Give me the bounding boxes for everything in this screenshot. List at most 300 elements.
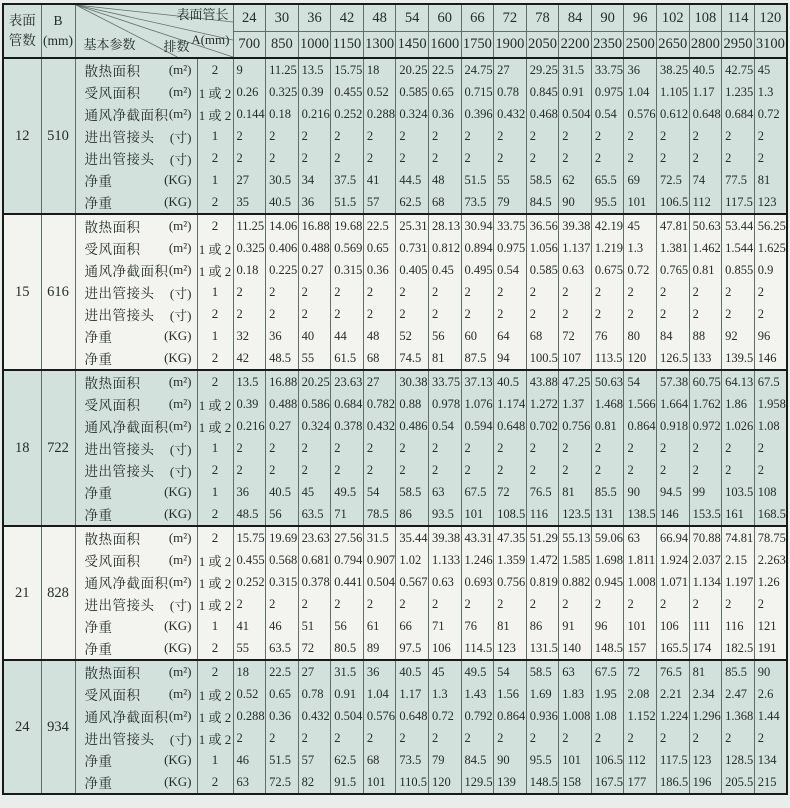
value-cell: 1.235 (722, 81, 755, 103)
param-cell (75, 393, 197, 415)
param-name-label: 通风净截面积 (84, 576, 169, 591)
value-cell: 0.648 (494, 415, 527, 437)
table-row (3, 549, 787, 571)
value-cell: 85.5 (591, 481, 624, 503)
value-cell: 63 (559, 660, 592, 683)
param-name-label: 受风面积 (84, 242, 141, 257)
param-cell (75, 459, 197, 481)
value-cell: 1.17 (396, 683, 429, 705)
param-wrap (85, 148, 192, 168)
value-cell: 2 (331, 125, 364, 147)
value-cell: 0.731 (396, 237, 429, 259)
value-cell: 86 (396, 503, 429, 526)
value-cell: 2 (624, 727, 657, 749)
value-cell: 0.72 (624, 259, 657, 281)
value-cell: 148.5 (591, 637, 624, 660)
value-cell: 0.315 (331, 259, 364, 281)
param-name-label: 进出管接头 (84, 286, 155, 301)
value-cell: 107 (559, 347, 592, 370)
value-cell: 0.918 (657, 415, 690, 437)
table-row (3, 125, 787, 147)
param-wrap (85, 616, 192, 636)
value-cell: 19.68 (331, 214, 364, 237)
value-cell: 45 (754, 58, 787, 81)
value-cell: 27 (233, 169, 266, 191)
value-cell: 0.702 (526, 415, 559, 437)
value-cell: 20.25 (396, 58, 429, 81)
param-cell (75, 571, 197, 593)
value-cell: 53.44 (722, 214, 755, 237)
rows-count-cell: 1 或 2 (197, 81, 233, 103)
table-header (3, 4, 787, 58)
value-cell: 1.44 (754, 705, 787, 727)
value-cell: 117.5 (657, 749, 690, 771)
value-cell: 2 (331, 303, 364, 325)
value-cell: 134 (754, 749, 787, 771)
value-cell: 84.5 (461, 749, 494, 771)
value-cell: 2 (266, 437, 299, 459)
value-cell: 20.25 (298, 370, 331, 393)
value-cell: 1.462 (689, 237, 722, 259)
value-cell: 2 (461, 281, 494, 303)
value-cell: 2 (657, 437, 690, 459)
param-unit-label: (寸) (169, 731, 192, 747)
value-cell: 2 (396, 147, 429, 169)
value-cell: 205.5 (722, 771, 755, 794)
value-cell: 71 (331, 503, 364, 526)
value-cell: 2 (331, 437, 364, 459)
tube-count-cell: 18 (3, 370, 41, 526)
value-cell: 31.5 (363, 526, 396, 549)
param-name-label: 进出管接头 (84, 152, 155, 167)
value-cell: 157 (624, 637, 657, 660)
param-wrap (85, 394, 192, 414)
value-cell: 106.5 (591, 749, 624, 771)
value-cell: 1.698 (591, 549, 624, 571)
table-row (3, 771, 787, 794)
value-cell: 2 (266, 303, 299, 325)
param-unit-label: (KG) (164, 774, 192, 789)
value-cell: 0.65 (363, 237, 396, 259)
tube-group-21 (3, 526, 787, 660)
value-cell: 2 (526, 125, 559, 147)
param-cell (75, 303, 197, 325)
value-cell: 1.272 (526, 393, 559, 415)
table-row (3, 615, 787, 637)
param-wrap (85, 260, 192, 280)
col-header-a-mm: 850 (266, 32, 299, 59)
param-unit-label: (寸) (169, 463, 192, 479)
table-row (3, 705, 787, 727)
value-cell: 2 (363, 281, 396, 303)
value-cell: 146 (657, 503, 690, 526)
value-cell: 61 (363, 615, 396, 637)
value-cell: 81 (559, 481, 592, 503)
value-cell: 2 (657, 727, 690, 749)
value-cell: 52 (396, 325, 429, 347)
param-unit-label: (KG) (164, 618, 192, 633)
param-name-label: 进出管接头 (84, 598, 155, 613)
value-cell: 2 (624, 593, 657, 615)
value-cell: 2 (363, 303, 396, 325)
value-cell: 2 (233, 125, 266, 147)
value-cell: 0.612 (657, 103, 690, 125)
value-cell: 0.54 (428, 415, 461, 437)
value-cell: 56 (331, 615, 364, 637)
value-cell: 51.5 (266, 749, 299, 771)
value-cell: 2 (591, 593, 624, 615)
table-row (3, 415, 787, 437)
value-cell: 30.38 (396, 370, 429, 393)
value-cell: 111 (689, 615, 722, 637)
value-cell: 22.5 (428, 58, 461, 81)
value-cell: 76 (461, 615, 494, 637)
table-row (3, 259, 787, 281)
param-unit-label: (m²) (168, 262, 192, 277)
param-cell (75, 526, 197, 549)
value-cell: 40.5 (396, 660, 429, 683)
value-cell: 126.5 (657, 347, 690, 370)
value-cell: 48.5 (233, 503, 266, 526)
value-cell: 1.08 (754, 415, 787, 437)
value-cell: 40.5 (266, 191, 299, 214)
value-cell: 36.56 (526, 214, 559, 237)
value-cell: 76.5 (526, 481, 559, 503)
value-cell: 81 (428, 347, 461, 370)
value-cell: 120 (428, 771, 461, 794)
col-header-a-mm: 2650 (657, 32, 690, 59)
param-unit-label: (m²) (168, 84, 192, 99)
value-cell: 0.81 (689, 259, 722, 281)
value-cell: 2 (298, 459, 331, 481)
param-wrap (85, 594, 192, 614)
param-name-label: 散热面积 (84, 666, 141, 681)
value-cell: 91.5 (331, 771, 364, 794)
value-cell: 0.794 (331, 549, 364, 571)
param-wrap (85, 82, 192, 102)
value-cell: 0.864 (624, 415, 657, 437)
value-cell: 39.38 (428, 526, 461, 549)
value-cell: 2.21 (657, 683, 690, 705)
value-cell: 56 (266, 503, 299, 526)
value-cell: 2 (559, 459, 592, 481)
value-cell: 61.5 (331, 347, 364, 370)
value-cell: 95.5 (526, 749, 559, 771)
header-b-dimension (41, 4, 75, 58)
value-cell: 0.225 (266, 259, 299, 281)
value-cell: 2 (559, 125, 592, 147)
param-cell (75, 549, 197, 571)
param-cell (75, 58, 197, 81)
tube-group-24 (3, 660, 787, 794)
value-cell: 19.69 (266, 526, 299, 549)
col-header-tube-length: 114 (722, 4, 755, 32)
rows-count-cell: 2 (197, 459, 233, 481)
value-cell: 70.88 (689, 526, 722, 549)
param-wrap (85, 438, 192, 458)
value-cell: 2 (559, 593, 592, 615)
value-cell: 1.69 (526, 683, 559, 705)
col-header-a-mm: 2050 (526, 32, 559, 59)
value-cell: 78.75 (754, 526, 787, 549)
value-cell: 2 (754, 303, 787, 325)
value-cell: 2 (363, 437, 396, 459)
header-tube-length-label: 表面管长 (176, 7, 229, 22)
rows-count-cell: 2 (197, 771, 233, 794)
value-cell: 101 (624, 191, 657, 214)
value-cell: 2 (298, 593, 331, 615)
value-cell: 45 (624, 214, 657, 237)
value-cell: 1.133 (428, 549, 461, 571)
param-name-label: 散热面积 (84, 532, 141, 547)
table-row (3, 347, 787, 370)
value-cell: 40.5 (494, 370, 527, 393)
param-cell (75, 214, 197, 237)
value-cell: 0.455 (233, 549, 266, 571)
value-cell: 0.91 (331, 683, 364, 705)
value-cell: 2 (689, 459, 722, 481)
value-cell: 78.5 (363, 503, 396, 526)
value-cell: 23.63 (298, 526, 331, 549)
param-name-label: 净重 (84, 196, 113, 211)
value-cell: 2 (559, 147, 592, 169)
header-b-line2: (mm) (43, 33, 73, 48)
value-cell: 2 (233, 459, 266, 481)
header-a-mm-label: A(mm) (191, 32, 230, 47)
value-cell: 0.585 (526, 259, 559, 281)
param-name-label: 净重 (84, 486, 113, 501)
value-cell: 1.071 (657, 571, 690, 593)
b-dimension-cell: 510 (41, 58, 75, 214)
param-unit-label: (寸) (169, 129, 192, 145)
value-cell: 138.5 (624, 503, 657, 526)
rows-count-cell: 1 (197, 437, 233, 459)
value-cell: 40.5 (266, 481, 299, 503)
value-cell: 1.811 (624, 549, 657, 571)
value-cell: 90 (624, 481, 657, 503)
rows-count-cell: 2 (197, 526, 233, 549)
value-cell: 2 (591, 281, 624, 303)
value-cell: 2 (722, 437, 755, 459)
value-cell: 1.924 (657, 549, 690, 571)
param-wrap (85, 750, 192, 770)
table-row (3, 237, 787, 259)
table-row (3, 191, 787, 214)
value-cell: 2 (689, 593, 722, 615)
value-cell: 67.5 (591, 660, 624, 683)
value-cell: 0.782 (363, 393, 396, 415)
value-cell: 1.219 (591, 237, 624, 259)
value-cell: 90 (494, 749, 527, 771)
value-cell: 112 (689, 191, 722, 214)
value-cell: 131 (591, 503, 624, 526)
value-cell: 0.756 (559, 415, 592, 437)
value-cell: 2 (298, 281, 331, 303)
value-cell: 1.02 (396, 549, 429, 571)
b-dimension-cell: 616 (41, 214, 75, 370)
value-cell: 2 (722, 281, 755, 303)
value-cell: 57 (298, 749, 331, 771)
value-cell: 0.441 (331, 571, 364, 593)
value-cell: 1.224 (657, 705, 690, 727)
param-wrap (85, 104, 192, 124)
value-cell: 74.81 (722, 526, 755, 549)
value-cell: 2 (363, 125, 396, 147)
col-header-tube-length: 48 (363, 4, 396, 32)
param-cell (75, 125, 197, 147)
value-cell: 114.5 (461, 637, 494, 660)
param-name-label: 受风面积 (84, 86, 141, 101)
b-dimension-cell: 828 (41, 526, 75, 660)
value-cell: 2 (233, 303, 266, 325)
value-cell: 2 (689, 147, 722, 169)
value-cell: 101 (461, 503, 494, 526)
tube-count-cell: 15 (3, 214, 41, 370)
value-cell: 22.5 (363, 214, 396, 237)
value-cell: 2 (298, 125, 331, 147)
value-cell: 1.3 (624, 237, 657, 259)
value-cell: 2 (624, 437, 657, 459)
value-cell: 62.5 (331, 749, 364, 771)
value-cell: 1.296 (689, 705, 722, 727)
param-name-label: 受风面积 (84, 554, 141, 569)
value-cell: 2 (591, 459, 624, 481)
value-cell: 0.765 (657, 259, 690, 281)
value-cell: 40.5 (689, 58, 722, 81)
value-cell: 0.216 (298, 103, 331, 125)
value-cell: 66.94 (657, 526, 690, 549)
param-cell (75, 437, 197, 459)
value-cell: 45 (298, 481, 331, 503)
param-wrap (85, 170, 192, 190)
value-cell: 54 (494, 660, 527, 683)
value-cell: 0.288 (233, 705, 266, 727)
param-cell (75, 771, 197, 794)
param-name-label: 通风净截面积 (84, 420, 169, 435)
value-cell: 47.81 (657, 214, 690, 237)
value-cell: 2 (363, 593, 396, 615)
value-cell: 0.52 (233, 683, 266, 705)
value-cell: 0.819 (526, 571, 559, 593)
param-unit-label: (KG) (164, 640, 192, 655)
value-cell: 0.18 (233, 259, 266, 281)
value-cell: 0.36 (266, 705, 299, 727)
param-cell (75, 615, 197, 637)
tube-group-15 (3, 214, 787, 370)
rows-count-cell: 1 (197, 281, 233, 303)
value-cell: 1.37 (559, 393, 592, 415)
param-unit-label: (KG) (164, 328, 192, 343)
col-header-a-mm: 2800 (689, 32, 722, 59)
value-cell: 2 (363, 727, 396, 749)
value-cell: 60.75 (689, 370, 722, 393)
value-cell: 2 (657, 459, 690, 481)
value-cell: 0.792 (461, 705, 494, 727)
value-cell: 123 (754, 191, 787, 214)
param-name-label: 进出管接头 (84, 442, 155, 457)
value-cell: 2 (428, 125, 461, 147)
value-cell: 2 (428, 593, 461, 615)
value-cell: 101 (363, 771, 396, 794)
value-cell: 1.04 (363, 683, 396, 705)
table-row (3, 370, 787, 393)
value-cell: 63.5 (266, 637, 299, 660)
value-cell: 2.34 (689, 683, 722, 705)
value-cell: 2 (624, 281, 657, 303)
param-name-label: 净重 (84, 508, 113, 523)
rows-count-cell: 1 (197, 325, 233, 347)
value-cell: 1.381 (657, 237, 690, 259)
param-cell (75, 593, 197, 615)
value-cell: 2.6 (754, 683, 787, 705)
value-cell: 73.5 (461, 191, 494, 214)
value-cell: 42.19 (591, 214, 624, 237)
rows-count-cell: 1 或 2 (197, 571, 233, 593)
value-cell: 36 (363, 660, 396, 683)
param-cell (75, 749, 197, 771)
value-cell: 63.5 (298, 503, 331, 526)
col-header-tube-length: 54 (396, 4, 429, 32)
value-cell: 2 (298, 303, 331, 325)
value-cell: 0.576 (624, 103, 657, 125)
value-cell: 25.31 (396, 214, 429, 237)
value-cell: 0.812 (428, 237, 461, 259)
value-cell: 58.5 (526, 169, 559, 191)
value-cell: 1.762 (689, 393, 722, 415)
value-cell: 2 (722, 459, 755, 481)
value-cell: 87.5 (461, 347, 494, 370)
value-cell: 2 (559, 303, 592, 325)
value-cell: 0.288 (363, 103, 396, 125)
value-cell: 2 (559, 281, 592, 303)
value-cell: 2 (461, 459, 494, 481)
value-cell: 0.864 (494, 705, 527, 727)
param-unit-label: (寸) (169, 285, 192, 301)
value-cell: 123.5 (559, 503, 592, 526)
spec-table (2, 3, 788, 795)
value-cell: 2 (722, 593, 755, 615)
param-name-label: 受风面积 (84, 398, 141, 413)
value-cell: 94 (494, 347, 527, 370)
value-cell: 2 (428, 147, 461, 169)
value-cell: 76.5 (657, 660, 690, 683)
param-cell (75, 503, 197, 526)
value-cell: 1.664 (657, 393, 690, 415)
col-header-a-mm: 700 (233, 32, 266, 59)
value-cell: 2 (233, 147, 266, 169)
value-cell: 1.359 (494, 549, 527, 571)
param-unit-label: (m²) (168, 418, 192, 433)
value-cell: 92 (722, 325, 755, 347)
b-dimension-cell: 934 (41, 660, 75, 794)
param-cell (75, 727, 197, 749)
param-cell (75, 259, 197, 281)
value-cell: 1.83 (559, 683, 592, 705)
param-name-label: 散热面积 (84, 220, 141, 235)
value-cell: 9 (233, 58, 266, 81)
rows-count-cell: 1 (197, 169, 233, 191)
value-cell: 60 (461, 325, 494, 347)
value-cell: 56 (428, 325, 461, 347)
param-wrap (85, 662, 192, 682)
value-cell: 58.5 (526, 660, 559, 683)
value-cell: 0.684 (331, 393, 364, 415)
value-cell: 2 (461, 125, 494, 147)
param-cell (75, 325, 197, 347)
value-cell: 0.36 (363, 259, 396, 281)
value-cell: 1.137 (559, 237, 592, 259)
param-cell (75, 169, 197, 191)
